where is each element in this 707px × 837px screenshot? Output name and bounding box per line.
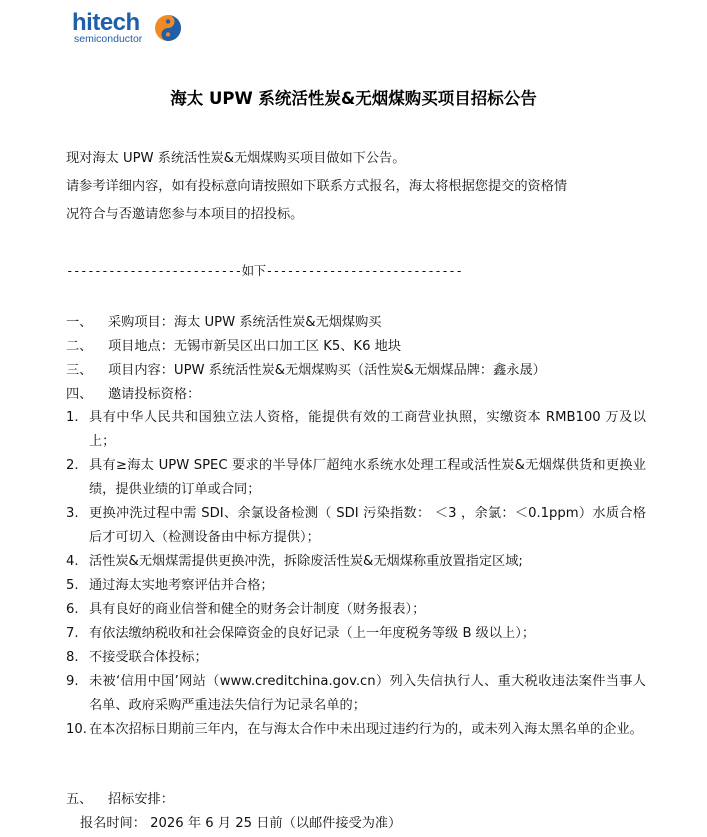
section-1 [66, 314, 382, 332]
list-item-text: 具有中华人民共和国独立法人资格，能提供有效的工商营业执照，实缴资本 RMB100 万及以上； [89, 410, 646, 449]
list-item-text: 具有良好的商业信誉和健全的财务会计制度（财务报表）； [89, 602, 426, 617]
page-title: 海太 UPW 系统活性炭&无烟煤购买项目招标公告 [170, 89, 537, 108]
list-item [66, 454, 646, 502]
section-text: 项目内容：UPW 系统活性炭&无烟煤购买（活性炭&无烟煤品牌：鑫永晟） [108, 363, 546, 378]
list-item-text: 通过海太实地考察评估并合格； [89, 578, 274, 593]
logo-wordmark: hitech [72, 9, 140, 36]
section-number: 三、 [66, 363, 93, 378]
section-text: 邀请投标资格： [108, 387, 201, 402]
list-item-number: 10. [66, 722, 87, 737]
list-item [66, 718, 646, 742]
list-item-number: 7. [66, 626, 79, 641]
list-item-text: 有依法缴纳税收和社会保障资金的良好记录（上一年度税务等级 B 级以上）； [89, 626, 536, 641]
list-item-number: 3. [66, 506, 79, 521]
section-4 [66, 386, 200, 404]
list-item [66, 550, 646, 574]
intro-line-2: 请参考详细内容，如有投标意向请按照如下联系方式报名，海太将根据您提交的资格情 [66, 179, 568, 194]
list-item [66, 574, 646, 598]
company-logo [72, 9, 187, 46]
intro-line-1: 现对海太 UPW 系统活性炭&无烟煤购买项目做如下公告。 [66, 151, 406, 166]
list-item [66, 646, 646, 670]
list-item [66, 598, 646, 622]
list-item-number: 4. [66, 554, 79, 569]
list-item-text: 未被‘信用中国’网站（www.creditchina.gov.cn）列入失信执行人、重大税收违法案件当事人名单、政府采购严重违法失信行为记录名单的； [89, 674, 646, 713]
list-item-number: 8. [66, 650, 79, 665]
section-number: 四、 [66, 387, 93, 402]
section-number: 二、 [66, 339, 93, 354]
intro-line-3: 况符合与否邀请您参与本项目的招投标。 [66, 207, 304, 222]
list-item-text: 不接受联合体投标； [89, 650, 208, 665]
registration-time: 报名时间： 2026 年 6 月 25 日前（以邮件接受为准） [80, 816, 402, 831]
list-item [66, 622, 646, 646]
section-text: 招标安排： [108, 792, 174, 807]
list-item-number: 5. [66, 578, 79, 593]
logo-subtitle: semiconductor [74, 33, 143, 45]
section-2 [66, 338, 401, 356]
list-item-number: 6. [66, 602, 79, 617]
list-item [66, 502, 646, 550]
list-item-number: 1. [66, 410, 79, 425]
separator-line: -------------------------如下---------------------------- [66, 263, 463, 278]
section-text: 采购项目：海太 UPW 系统活性炭&无烟煤购买 [108, 315, 382, 330]
list-item [66, 406, 646, 454]
list-item-text: 具有≥海太 UPW SPEC 要求的半导体厂超纯水系统水处理工程或活性炭&无烟煤供货和更换业绩，提供业绩的订单或合同； [89, 458, 646, 497]
list-item [66, 670, 646, 718]
section-number: 五、 [66, 792, 93, 807]
section-text: 项目地点：无锡市新吴区出口加工区 K5、K6 地块 [108, 339, 402, 354]
section-5 [66, 791, 174, 809]
list-item-number: 2. [66, 458, 79, 473]
list-item-number: 9. [66, 674, 79, 689]
logo-swirl-icon [154, 14, 182, 42]
section-3 [66, 362, 546, 380]
section-number: 一、 [66, 315, 93, 330]
list-item-text: 更换冲洗过程中需 SDI、余氯设备检测（ SDI 污染指数： ＜3 ，余氯：＜0.1ppm）水质合格后才可切入（检测设备由中标方提供）； [89, 506, 646, 545]
list-item-text: 活性炭&无烟煤需提供更换冲洗，拆除废活性炭&无烟煤称重放置指定区域; [89, 554, 523, 569]
list-item-text: 在本次招标日期前三年内，在与海太合作中未出现过违约行为的，或未列入海太黑名单的企业。 [89, 722, 643, 737]
